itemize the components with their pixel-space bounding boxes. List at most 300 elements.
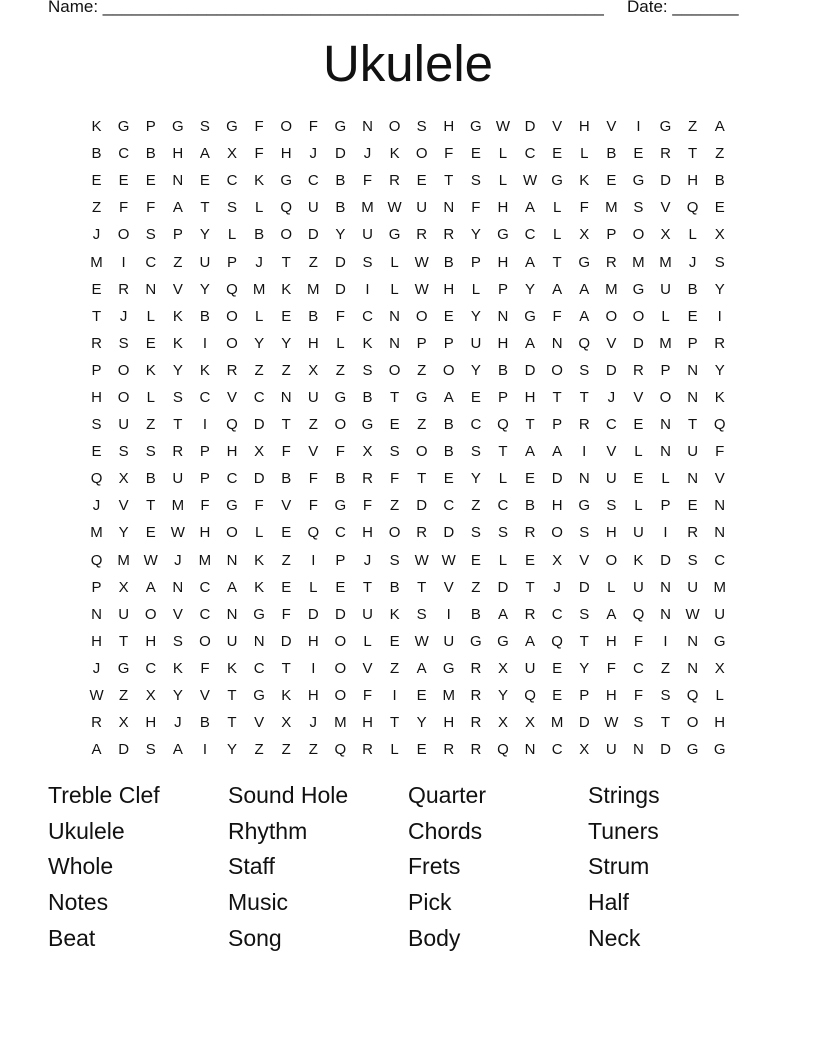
grid-letter: L [254,524,264,542]
grid-letter: G [280,172,293,190]
grid-letter: G [334,497,347,515]
grid-letter: Y [172,687,183,705]
grid-letter: S [145,226,156,244]
grid-letter: N [660,443,671,461]
grid-letter: Y [497,687,508,705]
grid-letter: P [172,226,183,244]
grid-letter: E [145,334,156,352]
grid-letter: S [470,443,481,461]
grid-letter: M [632,253,645,271]
grid-row [83,330,734,357]
grid-letter: J [174,714,182,732]
grid-letter: S [633,199,644,217]
grid-letter: Y [470,307,481,325]
grid-letter: L [498,145,508,163]
grid-letter: Z [715,145,725,163]
grid-letter: D [524,361,536,379]
grid-letter: K [389,605,400,623]
grid-letter: E [145,524,156,542]
grid-letter: C [633,659,644,677]
grid-letter: H [362,524,373,542]
word-list-item: Quarter [408,782,486,808]
grid-letter: N [578,470,590,488]
grid-letter: O [226,524,238,542]
grid-letter: C [307,172,319,190]
grid-letter: X [281,714,292,732]
grid-row [83,574,734,601]
grid-letter: R [633,361,644,379]
grid-letter: X [254,443,265,461]
grid-letter: E [470,388,481,406]
grid-letter: U [633,524,644,542]
grid-letter: M [659,334,672,352]
grid-letter: I [663,632,668,650]
grid-letter: R [172,443,184,461]
grid-letter: R [660,145,671,163]
grid-letter: E [606,172,617,190]
grid-letter: Z [308,416,318,434]
grid-row [83,411,734,438]
grid-letter: N [172,578,184,596]
grid-letter: Y [470,470,481,488]
grid-letter: J [119,307,128,325]
grid-row [83,113,734,140]
grid-row [83,736,734,763]
grid-letter: Z [389,659,400,677]
grid-letter: N [633,741,644,759]
grid-letter: Q [497,741,509,759]
grid-letter: Z [335,361,345,379]
grid-letter: J [553,578,561,596]
grid-letter: P [660,361,671,379]
grid-letter: F [606,659,616,677]
grid-letter: E [389,632,400,650]
grid-letter: R [389,172,400,190]
grid-letter: V [172,605,183,623]
grid-letter: Q [578,334,591,352]
grid-letter: N [91,605,102,623]
grid-letter: A [227,578,238,596]
grid-letter: P [145,118,156,136]
grid-row [83,519,734,546]
grid-letter: M [550,714,564,732]
grid-letter: G [551,172,563,190]
grid-letter: U [443,632,455,650]
grid-letter: G [226,497,238,515]
grid-letter: S [497,524,508,542]
grid-letter: O [226,334,238,352]
grid-letter: L [390,741,399,759]
grid-letter: H [362,714,373,732]
grid-letter: Z [281,551,291,569]
grid-letter: V [281,497,292,515]
grid-letter: L [390,253,399,271]
grid-letter: C [362,307,373,325]
grid-letter: L [254,307,264,325]
grid-letter: N [660,578,671,596]
grid-letter: P [660,497,671,515]
grid-letter: M [307,280,320,298]
grid-letter: E [633,145,644,163]
grid-letter: V [606,334,617,352]
grid-letter: E [687,497,698,515]
grid-letter: Z [389,497,400,515]
grid-letter: O [117,361,130,379]
grid-letter: T [498,443,508,461]
grid-letter: E [633,470,644,488]
grid-letter: K [91,118,102,136]
grid-letter: Y [118,524,129,542]
grid-letter: Z [281,361,291,379]
grid-letter: O [632,307,645,325]
word-list-item: Half [588,889,629,916]
word-list-item: Strum [588,853,650,880]
grid-letter: E [443,307,454,325]
grid-letter: O [226,307,238,325]
grid-letter: C [145,659,157,677]
grid-letter: V [227,388,238,406]
word-list-item: Sound Hole [228,782,349,808]
grid-letter: B [335,470,346,488]
grid-letter: O [605,551,618,569]
grid-letter: C [253,388,265,406]
grid-letter: S [199,118,210,136]
grid-letter: A [714,118,725,136]
grid-letter: E [281,524,292,542]
grid-row [83,384,734,411]
grid-letter: T [417,578,427,596]
grid-letter: I [121,253,126,271]
grid-letter: Z [146,416,156,434]
grid-letter: L [146,307,155,325]
grid-letter: H [145,714,157,732]
grid-row [83,276,734,303]
grid-letter: U [118,416,130,434]
grid-letter: Q [90,470,103,488]
word-list-item: Chords [408,817,483,844]
grid-letter: N [226,551,238,569]
grid-letter: Y [199,226,210,244]
grid-letter: L [471,280,481,298]
grid-letter: F [146,199,156,217]
grid-letter: Z [91,199,102,217]
grid-letter: Z [173,253,183,271]
grid-letter: Y [714,361,725,379]
grid-letter: A [606,605,617,623]
grid-letter: H [307,632,319,650]
grid-letter: G [361,416,374,434]
grid-letter: C [199,388,211,406]
grid-letter: S [714,253,725,271]
grid-letter: G [686,741,699,759]
grid-letter: I [311,659,316,677]
grid-letter: P [443,334,454,352]
grid-letter: B [443,416,454,434]
grid-letter: V [254,714,265,732]
grid-letter: X [579,226,590,244]
grid-letter: E [552,659,563,677]
grid-letter: R [524,524,536,542]
grid-letter: E [470,145,481,163]
grid-letter: R [687,524,699,542]
grid-letter: F [200,659,210,677]
grid-letter: T [389,388,400,406]
grid-letter: A [525,199,536,217]
grid-letter: O [117,226,130,244]
grid-letter: W [414,551,429,569]
grid-letter: E [552,145,563,163]
grid-letter: G [253,687,265,705]
grid-letter: H [226,443,238,461]
grid-row [83,438,734,465]
grid-letter: V [606,443,617,461]
grid-letter: G [388,226,401,244]
grid-letter: V [606,118,617,136]
grid-letter: D [334,280,346,298]
grid-letter: O [199,632,211,650]
grid-letter: O [415,307,428,325]
grid-letter: E [525,470,536,488]
grid-row [83,303,734,330]
grid-letter: D [633,334,644,352]
grid-letter: J [174,551,182,569]
grid-letter: T [281,659,291,677]
grid-letter: M [90,524,103,542]
grid-letter: Z [417,361,427,379]
grid-letter: D [307,605,319,623]
grid-letter: B [199,714,210,732]
grid-letter: X [118,714,129,732]
grid-letter: V [552,118,563,136]
grid-letter: B [606,145,617,163]
grid-letter: W [685,605,700,623]
grid-letter: U [714,605,726,623]
grid-letter: O [334,659,347,677]
grid-letter: H [605,632,617,650]
grid-letter: T [227,714,237,732]
grid-letter: W [387,199,402,217]
grid-letter: B [687,280,698,298]
grid-letter: S [579,361,590,379]
grid-letter: R [91,334,102,352]
grid-letter: M [713,578,726,596]
grid-letter: E [552,687,563,705]
grid-letter: S [633,714,644,732]
grid-letter: W [495,118,511,136]
grid-letter: O [415,145,428,163]
grid-letter: D [524,118,536,136]
grid-letter: N [687,388,699,406]
grid-letter: G [117,118,130,136]
grid-letter: U [199,253,211,271]
grid-letter: C [334,524,346,542]
grid-letter: G [632,280,645,298]
grid-letter: D [253,470,265,488]
grid-letter: B [254,226,265,244]
grid-letter: T [552,388,562,406]
grid-letter: M [605,199,618,217]
grid-letter: G [497,632,509,650]
grid-letter: G [632,172,645,190]
grid-letter: H [307,334,319,352]
grid-letter: N [687,632,699,650]
grid-letter: K [172,307,183,325]
grid-letter: G [171,118,184,136]
grid-letter: B [145,145,156,163]
grid-letter: G [253,605,265,623]
grid-letter: F [362,172,373,190]
word-list-item: Strings [588,782,660,808]
grid-letter: T [146,497,156,515]
grid-letter: V [579,551,590,569]
grid-letter: W [414,280,429,298]
grid-letter: N [660,416,671,434]
grid-letter: Y [172,361,183,379]
grid-letter: P [687,334,698,352]
grid-letter: T [579,632,589,650]
grid-row [83,465,734,492]
grid-letter: U [687,443,699,461]
grid-letter: R [714,334,726,352]
grid-letter: X [714,659,725,677]
grid-letter: N [389,334,400,352]
grid-letter: U [118,605,130,623]
grid-letter: S [687,551,698,569]
grid-letter: H [578,118,590,136]
grid-letter: Q [226,280,238,298]
grid-letter: S [416,605,427,623]
grid-letter: W [414,253,429,271]
grid-letter: L [363,632,372,650]
grid-letter: Z [688,118,698,136]
grid-letter: A [172,741,183,759]
grid-row [83,248,734,275]
grid-letter: Y [335,226,346,244]
grid-letter: T [173,416,183,434]
grid-letter: S [389,443,400,461]
grid-letter: Y [470,361,481,379]
grid-letter: G [497,226,509,244]
grid-letter: R [470,714,482,732]
grid-letter: D [660,741,671,759]
grid-row [83,655,734,682]
grid-letter: R [226,361,238,379]
grid-letter: T [200,199,210,217]
grid-letter: A [552,280,563,298]
grid-letter: C [199,578,211,596]
grid-letter: Q [686,199,699,217]
grid-letter: P [552,416,563,434]
grid-letter: U [660,280,671,298]
grid-letter: I [202,416,207,434]
grid-letter: H [605,687,617,705]
grid-letter: L [607,578,616,596]
grid-letter: R [470,741,482,759]
grid-letter: Q [524,687,536,705]
grid-letter: O [632,226,645,244]
grid-letter: F [281,443,291,461]
grid-letter: X [525,714,536,732]
grid-letter: E [335,578,346,596]
grid-letter: P [579,687,590,705]
grid-letter: I [582,443,587,461]
grid-letter: F [200,497,210,515]
grid-row [83,601,734,628]
grid-letter: L [688,226,697,244]
grid-letter: J [255,253,263,271]
grid-letter: D [280,632,292,650]
grid-letter: X [308,361,319,379]
grid-letter: G [524,307,536,325]
grid-letter: Y [254,334,265,352]
grid-letter: O [280,226,293,244]
grid-letter: F [715,443,725,461]
grid-letter: F [471,199,481,217]
grid-letter: R [605,253,617,271]
grid-letter: J [363,145,372,163]
grid-letter: F [633,632,643,650]
grid-letter: V [308,443,319,461]
word-list-item: Ukulele [48,817,125,844]
grid-letter: I [446,605,451,623]
grid-letter: S [172,388,183,406]
grid-letter: K [633,551,644,569]
grid-letter: K [362,334,373,352]
grid-letter: M [117,551,130,569]
grid-row [83,628,734,655]
grid-letter: D [307,226,319,244]
grid-letter: F [362,497,373,515]
grid-letter: S [416,118,427,136]
grid-letter: F [444,145,454,163]
grid-letter: C [605,416,617,434]
grid-letter: Z [417,416,427,434]
grid-letter: G [713,632,726,650]
grid-letter: T [444,172,454,190]
grid-letter: F [308,118,318,136]
grid-letter: U [307,388,319,406]
grid-letter: N [714,524,726,542]
grid-letter: P [199,443,210,461]
grid-letter: E [633,416,644,434]
grid-letter: E [416,741,427,759]
grid-letter: C [497,497,509,515]
grid-letter: L [661,307,670,325]
grid-row [83,221,734,248]
grid-letter: D [660,551,671,569]
grid-letter: E [714,199,725,217]
grid-letter: T [389,714,400,732]
grid-letter: H [497,199,509,217]
grid-letter: N [253,632,265,650]
grid-letter: G [470,118,482,136]
grid-letter: V [362,659,373,677]
grid-letter: G [578,497,591,515]
grid-letter: C [551,605,563,623]
grid-letter: Q [226,416,238,434]
grid-letter: U [172,470,184,488]
grid-letter: E [145,172,156,190]
grid-letter: F [254,118,264,136]
grid-letter: E [281,307,292,325]
word-list-item: Beat [48,924,96,951]
grid-letter: J [92,659,101,677]
grid-letter: B [443,443,454,461]
grid-letter: X [118,578,129,596]
grid-letter: R [416,226,428,244]
grid-letter: K [199,361,210,379]
word-list [48,780,768,958]
